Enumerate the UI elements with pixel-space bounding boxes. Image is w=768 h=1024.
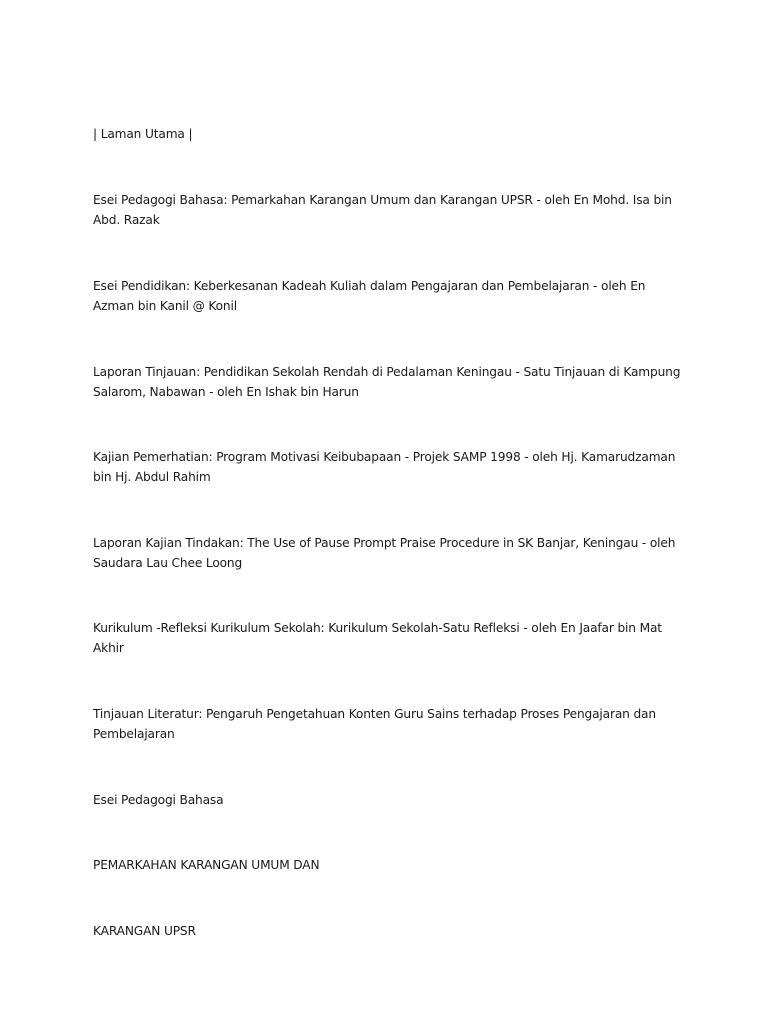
list-item — [93, 533, 683, 573]
list-item — [93, 190, 683, 230]
entry-link-esei-pendidikan[interactable]: Esei Pendidikan: Keberkesanan Kadeah Kuliah dalam Pengajaran dan Pembelajaran - oleh En Azman bin Kanil @ Konil — [93, 279, 646, 313]
entry-link-kurikulum-refleksi[interactable]: Kurikulum -Refleksi Kurikulum Sekolah: Kurikulum Sekolah-Satu Refleksi - oleh En Jaafar bin Mat Akhir — [93, 621, 662, 655]
article-title-line-2: KARANGAN UPSR — [93, 924, 196, 938]
article-title-line-1: PEMARKAHAN KARANGAN UMUM DAN — [93, 858, 320, 872]
entry-link-pedagogi-bahasa[interactable]: Esei Pedagogi Bahasa: Pemarkahan Karangan Umum dan Karangan UPSR - oleh En Mohd. Isa bin Abd. Razak — [93, 193, 672, 227]
home-nav — [93, 124, 683, 144]
list-item — [93, 276, 683, 316]
list-item — [93, 362, 683, 402]
nav-suffix: | — [184, 127, 193, 141]
list-item — [93, 704, 683, 744]
entry-link-kajian-pemerhatian[interactable]: Kajian Pemerhatian: Program Motivasi Keibubapaan - Projek SAMP 1998 - oleh Hj. Kamarudzaman bin Hj. Abdul Rahim — [93, 450, 676, 484]
section-heading: Esei Pedagogi Bahasa — [93, 793, 224, 807]
entry-link-kajian-tindakan[interactable]: Laporan Kajian Tindakan: The Use of Pause Prompt Praise Procedure in SK Banjar, Keningau - oleh Saudara Lau Chee Loong — [93, 536, 676, 570]
entry-link-tinjauan-literatur[interactable]: Tinjauan Literatur: Pengaruh Pengetahuan Konten Guru Sains terhadap Proses Pengajaran dan Pembelajaran — [93, 707, 656, 741]
nav-prefix: | — [93, 127, 101, 141]
entry-link-laporan-tinjauan[interactable]: Laporan Tinjauan: Pendidikan Sekolah Rendah di Pedalaman Keningau - Satu Tinjauan di Kampung Salarom, Nabawan - oleh En Ishak bin Harun — [93, 365, 681, 399]
list-item — [93, 618, 683, 658]
list-item — [93, 447, 683, 487]
home-link[interactable]: Laman Utama — [100, 127, 185, 141]
